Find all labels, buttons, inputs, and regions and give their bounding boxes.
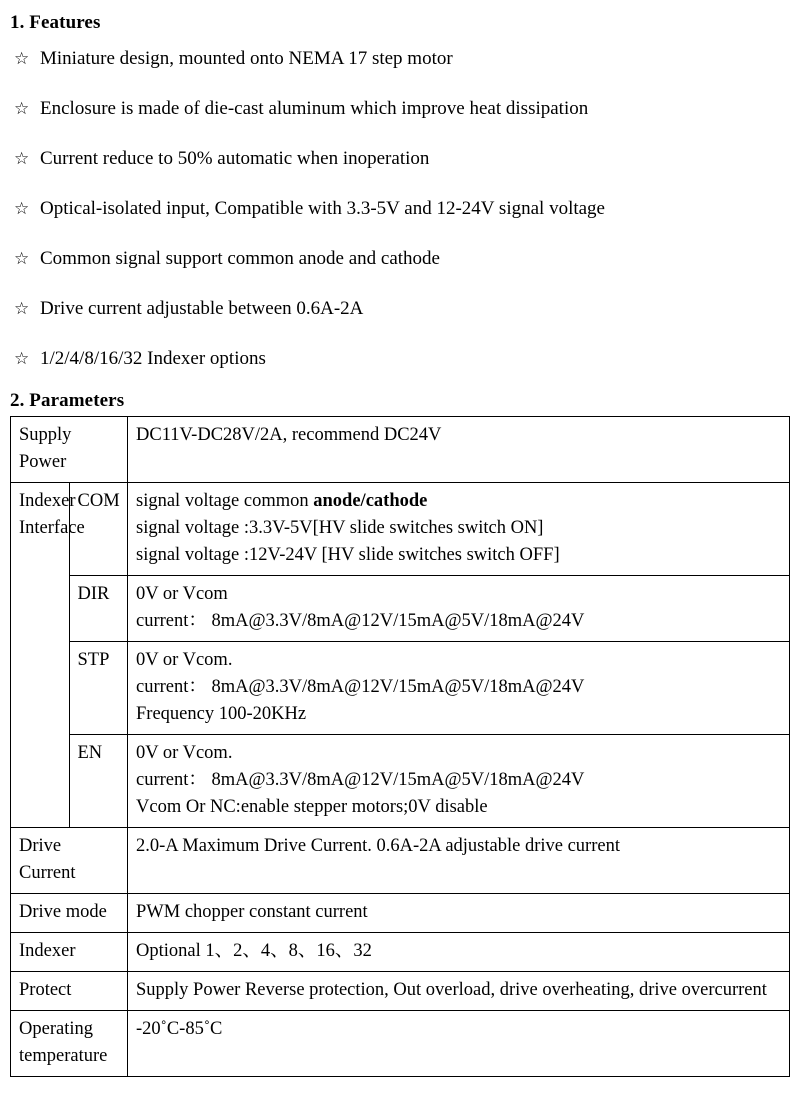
feature-text: Enclosure is made of die-cast aluminum which improve heat dissipation xyxy=(40,98,589,119)
value-line: signal voltage :12V-24V [HV slide switches switch OFF] xyxy=(136,545,560,565)
star-icon: ☆ xyxy=(14,299,30,318)
features-list xyxy=(10,34,786,384)
parameters-table xyxy=(10,416,790,1077)
list-item xyxy=(10,184,786,234)
row-label: Protect xyxy=(11,972,128,1011)
table-row xyxy=(11,483,790,576)
list-item xyxy=(10,334,786,384)
value-line: current： 8mA@3.3V/8mA@12V/15mA@5V/18mA@24V xyxy=(136,611,585,631)
feature-text: 1/2/4/8/16/32 Indexer options xyxy=(40,348,266,369)
row-value: PWM chopper constant current xyxy=(128,894,790,933)
label-line-2: Interface xyxy=(19,518,85,538)
row-value: DC11V-DC28V/2A, recommend DC24V xyxy=(128,417,790,483)
label-line-1: Operating xyxy=(19,1019,93,1039)
parameters-heading: 2. Parameters xyxy=(10,390,125,411)
value-line: current： 8mA@3.3V/8mA@12V/15mA@5V/18mA@24V xyxy=(136,677,585,697)
feature-text: Common signal support common anode and cathode xyxy=(40,248,440,269)
table-row xyxy=(11,972,790,1011)
list-item xyxy=(10,84,786,134)
value-line: signal voltage :3.3V-5V[HV slide switches switch ON] xyxy=(136,518,544,538)
row-label: Supply Power xyxy=(11,417,128,483)
table-row xyxy=(11,735,790,828)
row-sublabel: COM xyxy=(69,483,128,576)
star-icon: ☆ xyxy=(14,149,30,168)
row-value: 2.0-A Maximum Drive Current. 0.6A-2A adjustable drive current xyxy=(128,828,790,894)
value-line: Frequency 100-20KHz xyxy=(136,704,307,724)
label-line-2: temperature xyxy=(19,1046,108,1066)
row-sublabel: EN xyxy=(69,735,128,828)
value-line: Vcom Or NC:enable stepper motors;0V disable xyxy=(136,797,488,817)
table-row xyxy=(11,894,790,933)
value-line: 0V or Vcom xyxy=(136,584,228,604)
feature-text: Optical-isolated input, Compatible with 3.3-5V and 12-24V signal voltage xyxy=(40,198,605,219)
row-value xyxy=(128,735,790,828)
table-row xyxy=(11,642,790,735)
list-item xyxy=(10,234,786,284)
row-value xyxy=(128,642,790,735)
row-value xyxy=(128,483,790,576)
table-row xyxy=(11,1011,790,1077)
row-label-operating-temperature xyxy=(11,1011,128,1077)
star-icon: ☆ xyxy=(14,199,30,218)
row-value xyxy=(128,576,790,642)
row-label-indexer-interface xyxy=(11,483,85,828)
list-item xyxy=(10,134,786,184)
features-heading: 1. Features xyxy=(10,12,101,33)
feature-text: Current reduce to 50% automatic when inoperation xyxy=(40,148,430,169)
row-label: Drive mode xyxy=(11,894,128,933)
table-row xyxy=(11,417,790,483)
value-strong: anode/cathode xyxy=(313,491,428,511)
feature-text: Miniature design, mounted onto NEMA 17 step motor xyxy=(40,48,453,69)
star-icon: ☆ xyxy=(14,99,30,118)
value-line: 0V or Vcom. xyxy=(136,650,233,670)
table-row xyxy=(11,828,790,894)
label-line-1: Indexer xyxy=(19,491,76,511)
row-value: Optional 1、2、4、8、16、32 xyxy=(128,933,790,972)
value-line xyxy=(136,488,781,515)
star-icon: ☆ xyxy=(14,349,30,368)
row-value: -20˚C-85˚C xyxy=(128,1011,790,1077)
row-value: Supply Power Reverse protection, Out overload, drive overheating, drive overcurrent xyxy=(128,972,790,1011)
row-label: Drive Current xyxy=(11,828,128,894)
value-line: current： 8mA@3.3V/8mA@12V/15mA@5V/18mA@24V xyxy=(136,770,585,790)
table-row xyxy=(11,576,790,642)
row-sublabel: DIR xyxy=(69,576,128,642)
row-sublabel: STP xyxy=(69,642,128,735)
row-label: Indexer xyxy=(11,933,128,972)
star-icon: ☆ xyxy=(14,49,30,68)
value-line: 0V or Vcom. xyxy=(136,743,233,763)
feature-text: Drive current adjustable between 0.6A-2A xyxy=(40,298,364,319)
star-icon: ☆ xyxy=(14,249,30,268)
value-text: signal voltage common xyxy=(136,491,314,511)
list-item xyxy=(10,34,786,84)
table-row xyxy=(11,933,790,972)
list-item xyxy=(10,284,786,334)
